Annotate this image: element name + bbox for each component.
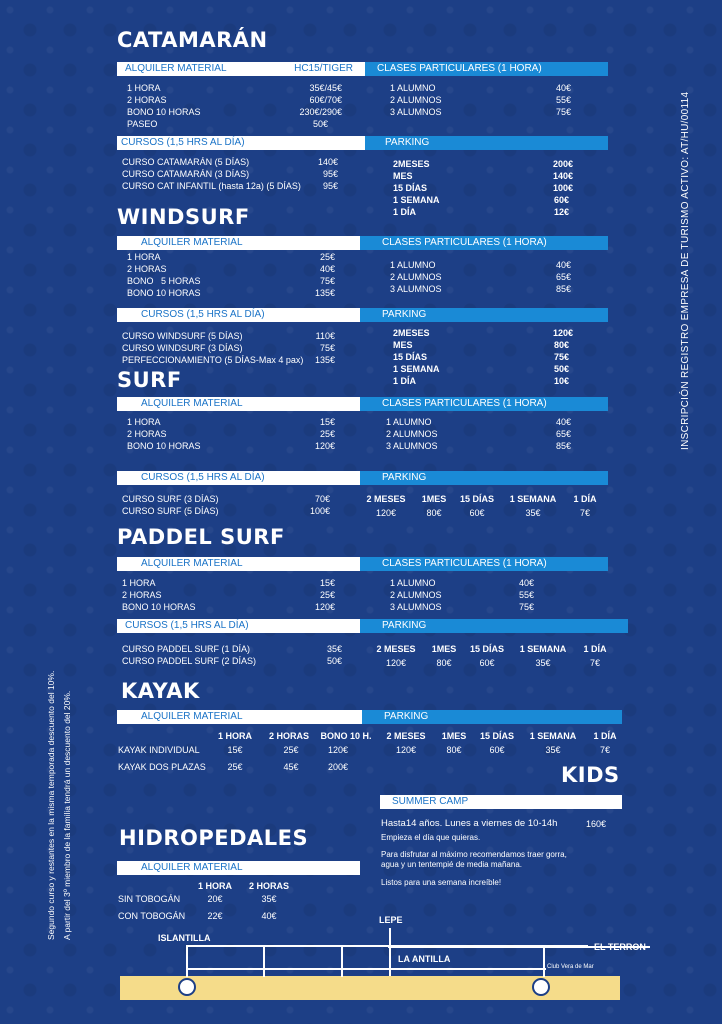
kids-line1: Hasta14 años. Lunes a viernes de 10-14h xyxy=(381,818,558,829)
list-item: BONO 10 HORAS 230€/290€ xyxy=(127,107,342,117)
hidro-row-label: CON TOBOGÁN xyxy=(118,911,186,921)
windsurf-parking-header: PARKING xyxy=(360,308,608,322)
paddel-parking-price: 120€ xyxy=(385,658,407,668)
surf-rental-list xyxy=(127,416,335,452)
kayak-rental-header: ALQUILER MATERIAL xyxy=(117,710,362,724)
paddel-parking-col: 2 MESES xyxy=(376,644,416,654)
surf-parking-col: 2 MESES xyxy=(366,494,406,504)
list-item: 1 HORA 15€ xyxy=(122,578,335,588)
kayak-parking-col: 1 DÍA xyxy=(593,731,617,741)
kids-price: 160€ xyxy=(586,819,607,829)
kayak-parking-col: 15 DÍAS xyxy=(479,731,514,741)
surf-parking-price: 35€ xyxy=(525,508,541,518)
list-item: BONO 10 HORAS 120€ xyxy=(122,602,335,612)
rental-label: ALQUILER MATERIAL xyxy=(125,63,227,74)
list-item: 2MESES 120€ xyxy=(393,328,573,338)
windsurf-rental-list xyxy=(127,251,335,299)
surf-parking-header: PARKING xyxy=(360,471,608,485)
surf-private-list xyxy=(386,416,571,452)
list-item: CURSO PADDEL SURF (1 DÍA) 35€ xyxy=(122,644,342,654)
list-item: BONO 10 HORAS 135€ xyxy=(127,288,335,298)
kayak-parking-col: 2 MESES xyxy=(386,731,426,741)
hidro-price: 40€ xyxy=(261,911,277,921)
paddel-parking-col: 1 SEMANA xyxy=(519,644,567,654)
list-item: PERFECCIONAMIENTO (5 DÍAS-Max 4 pax) 135€ xyxy=(122,355,335,365)
paddel-parking-price: 7€ xyxy=(589,658,600,668)
surf-title: SURF xyxy=(117,368,182,392)
catamaran-courses-header: CURSOS (1,5 HRS AL DÍA) xyxy=(117,136,365,150)
kids-camp-header: SUMMER CAMP xyxy=(380,795,622,809)
paddel-parking-price: 80€ xyxy=(436,658,452,668)
list-item: 2 ALUMNOS 55€ xyxy=(390,590,534,600)
list-item: BONO 10 HORAS 120€ xyxy=(127,441,335,451)
paddel-parking-price: 60€ xyxy=(479,658,495,668)
discount-text-1: Segundo curso y restantes en la misma temporada descuento del 10%. xyxy=(46,670,56,940)
surf-parking-col: 1 SEMANA xyxy=(509,494,557,504)
surf-rental-header: ALQUILER MATERIAL xyxy=(117,397,360,411)
surf-parking-col: 1 DÍA xyxy=(573,494,597,504)
catamaran-parking-list xyxy=(393,158,573,218)
catamaran-courses-list xyxy=(122,156,338,192)
kayak-price: 25€ xyxy=(283,745,299,755)
hidro-row-label: SIN TOBOGÁN xyxy=(118,894,181,904)
list-item: 15 DÍAS 75€ xyxy=(393,352,569,362)
hidro-col: 2 HORAS xyxy=(248,881,289,891)
registration-text: INSCRIPCIÓN REGISTRO EMPRESA DE TURISMO ACTIVO: AT/HU/00114 xyxy=(680,91,691,450)
surf-parking-price: 120€ xyxy=(375,508,397,518)
list-item: CURSO CATAMARÁN (3 DÍAS) 95€ xyxy=(122,169,338,179)
surf-private-header: CLASES PARTICULARES (1 HORA) xyxy=(360,397,608,411)
paddel-parking-col: 1 DÍA xyxy=(583,644,607,654)
list-item: 2 ALUMNOS 55€ xyxy=(390,95,571,105)
kayak-col: 2 HORAS xyxy=(268,731,309,741)
map-laantilla-label: LA ANTILLA xyxy=(398,954,451,964)
paddel-parking-price: 35€ xyxy=(535,658,551,668)
list-item: 1 ALUMNO 40€ xyxy=(390,83,571,93)
list-item: 2 HORAS 40€ xyxy=(127,264,335,274)
catamaran-private-header: CLASES PARTICULARES (1 HORA) xyxy=(365,62,608,76)
list-item: 3 ALUMNOS 75€ xyxy=(390,602,534,612)
kayak-price: 200€ xyxy=(327,762,349,772)
list-item: MES 80€ xyxy=(393,340,569,350)
paddel-private-list xyxy=(390,577,534,613)
kayak-parking-col: 1 SEMANA xyxy=(529,731,577,741)
catamaran-parking-header: PARKING xyxy=(365,136,608,150)
kayak-parking-price: 35€ xyxy=(545,745,561,755)
catamaran-rental-header xyxy=(117,62,365,76)
list-item: 1 HORA 15€ xyxy=(127,417,335,427)
kids-title: KIDS xyxy=(561,763,620,787)
list-item: 1 ALUMNO 40€ xyxy=(390,578,534,588)
windsurf-parking-list xyxy=(393,327,573,387)
list-item: 2MESES 200€ xyxy=(393,159,573,169)
hidro-price: 35€ xyxy=(261,894,277,904)
paddel-courses-list xyxy=(122,643,342,667)
windsurf-rental-header: ALQUILER MATERIAL xyxy=(117,236,360,250)
kayak-parking-price: 80€ xyxy=(446,745,462,755)
kayak-price: 45€ xyxy=(283,762,299,772)
list-item: CURSO SURF (5 DÍAS) 100€ xyxy=(122,506,330,516)
kayak-row-label: KAYAK INDIVIDUAL xyxy=(118,745,200,755)
kayak-parking-col: 1MES xyxy=(441,731,467,741)
discount-text-2: A partir del 3º miembro de la familia tendrá un descuento del 20%. xyxy=(62,690,72,940)
kayak-parking-price: 60€ xyxy=(489,745,505,755)
map-elterron-label: EL TERRON xyxy=(594,942,646,952)
kayak-parking-price: 7€ xyxy=(599,745,610,755)
kayak-col: BONO 10 H. xyxy=(320,731,372,741)
kayak-parking-header: PARKING xyxy=(362,710,622,724)
surf-parking-col: 15 DÍAS xyxy=(459,494,494,504)
hidro-col: 1 HORA xyxy=(197,881,232,891)
windsurf-private-list xyxy=(390,259,571,295)
paddel-parking-col: 15 DÍAS xyxy=(469,644,504,654)
hidro-price: 20€ xyxy=(207,894,223,904)
list-item: 2 HORAS 25€ xyxy=(122,590,335,600)
map-street xyxy=(341,945,343,977)
rental-model: HC15/TIGER xyxy=(294,63,353,74)
kayak-row-label: KAYAK DOS PLAZAS xyxy=(118,762,206,772)
catamaran-private-list xyxy=(390,82,571,118)
kayak-col: 1 HORA xyxy=(217,731,252,741)
location-pin-icon xyxy=(532,978,550,996)
list-item: BONO 5 HORAS 75€ xyxy=(127,276,335,286)
kids-line4: agua y un tentempié de media mañana. xyxy=(381,860,522,869)
map-lepe-label: LEPE xyxy=(379,915,403,925)
list-item: CURSO WINDSURF (3 DÍAS) 75€ xyxy=(122,343,335,353)
kids-line3: Para disfrutar al máximo recomendamos traer gorra, xyxy=(381,850,567,859)
kayak-price: 25€ xyxy=(227,762,243,772)
list-item: CURSO PADDEL SURF (2 DÍAS) 50€ xyxy=(122,656,342,666)
list-item: 1 SEMANA 60€ xyxy=(393,195,569,205)
map-street xyxy=(186,945,188,977)
surf-courses-header: CURSOS (1,5 HRS AL DÍA) xyxy=(117,471,360,485)
kayak-price: 15€ xyxy=(227,745,243,755)
surf-parking-col: 1MES xyxy=(421,494,447,504)
windsurf-private-header: CLASES PARTICULARES (1 HORA) xyxy=(360,236,608,250)
location-pin-icon xyxy=(178,978,196,996)
list-item: 2 ALUMNOS 65€ xyxy=(386,429,571,439)
map-islantilla-label: ISLANTILLA xyxy=(158,933,211,943)
list-item: 1 SEMANA 50€ xyxy=(393,364,569,374)
paddel-courses-header: CURSOS (1,5 HRS AL DÍA) xyxy=(117,619,360,633)
list-item: 3 ALUMNOS 85€ xyxy=(386,441,571,451)
list-item: CURSO CATAMARÁN (5 DÍAS) 140€ xyxy=(122,157,338,167)
kayak-price: 120€ xyxy=(327,745,349,755)
list-item: 15 DÍAS 100€ xyxy=(393,183,573,193)
map-street xyxy=(263,945,265,977)
list-item: CURSO SURF (3 DÍAS) 70€ xyxy=(122,494,330,504)
map-club-label: Club Vera de Mar xyxy=(547,964,594,970)
catamaran-title: CATAMARÁN xyxy=(117,28,268,52)
surf-parking-price: 7€ xyxy=(579,508,590,518)
list-item: 3 ALUMNOS 85€ xyxy=(390,284,571,294)
map-coast-road xyxy=(186,968,546,970)
windsurf-title: WINDSURF xyxy=(117,205,250,229)
kayak-parking-price: 120€ xyxy=(395,745,417,755)
list-item: 2 ALUMNOS 65€ xyxy=(390,272,571,282)
kids-line2: Empieza el día que quieras. xyxy=(381,833,481,842)
list-item: 2 HORAS 25€ xyxy=(127,429,335,439)
surf-courses-list xyxy=(122,493,330,517)
list-item: 3 ALUMNOS 75€ xyxy=(390,107,571,117)
paddel-private-header: CLASES PARTICULARES (1 HORA) xyxy=(360,557,608,571)
map-street xyxy=(543,945,545,977)
windsurf-courses-header: CURSOS (1,5 HRS AL DÍA) xyxy=(117,308,360,322)
surf-parking-price: 60€ xyxy=(469,508,485,518)
list-item: 1 DÍA 10€ xyxy=(393,376,569,386)
surf-parking-price: 80€ xyxy=(426,508,442,518)
paddel-title: PADDEL SURF xyxy=(117,525,285,549)
list-item: 1 DÍA 12€ xyxy=(393,207,569,217)
list-item: 1 ALUMNO 40€ xyxy=(386,417,571,427)
list-item: 2 HORAS 60€/70€ xyxy=(127,95,342,105)
list-item: PASEO 50€ xyxy=(127,119,328,129)
paddel-parking-col: 1MES xyxy=(431,644,457,654)
list-item: CURSO CAT INFANTIL (hasta 12a) (5 DÍAS) 95€ xyxy=(122,181,338,191)
kayak-title: KAYAK xyxy=(121,679,200,703)
paddel-rental-list xyxy=(122,577,335,613)
list-item: CURSO WINDSURF (5 DÍAS) 110€ xyxy=(122,331,335,341)
list-item: 1 ALUMNO 40€ xyxy=(390,260,571,270)
hidro-title: HIDROPEDALES xyxy=(119,826,309,850)
paddel-rental-header: ALQUILER MATERIAL xyxy=(117,557,360,571)
windsurf-courses-list xyxy=(122,330,335,366)
hidro-price: 22€ xyxy=(207,911,223,921)
list-item: MES 140€ xyxy=(393,171,573,181)
list-item: 1 HORA 35€/45€ xyxy=(127,83,342,93)
hidro-rental-header: ALQUILER MATERIAL xyxy=(117,861,360,875)
list-item: 1 HORA 25€ xyxy=(127,252,335,262)
catamaran-rental-list xyxy=(127,82,342,130)
kids-line5: Listos para una semana increíble! xyxy=(381,878,502,887)
paddel-parking-header: PARKING xyxy=(360,619,628,633)
